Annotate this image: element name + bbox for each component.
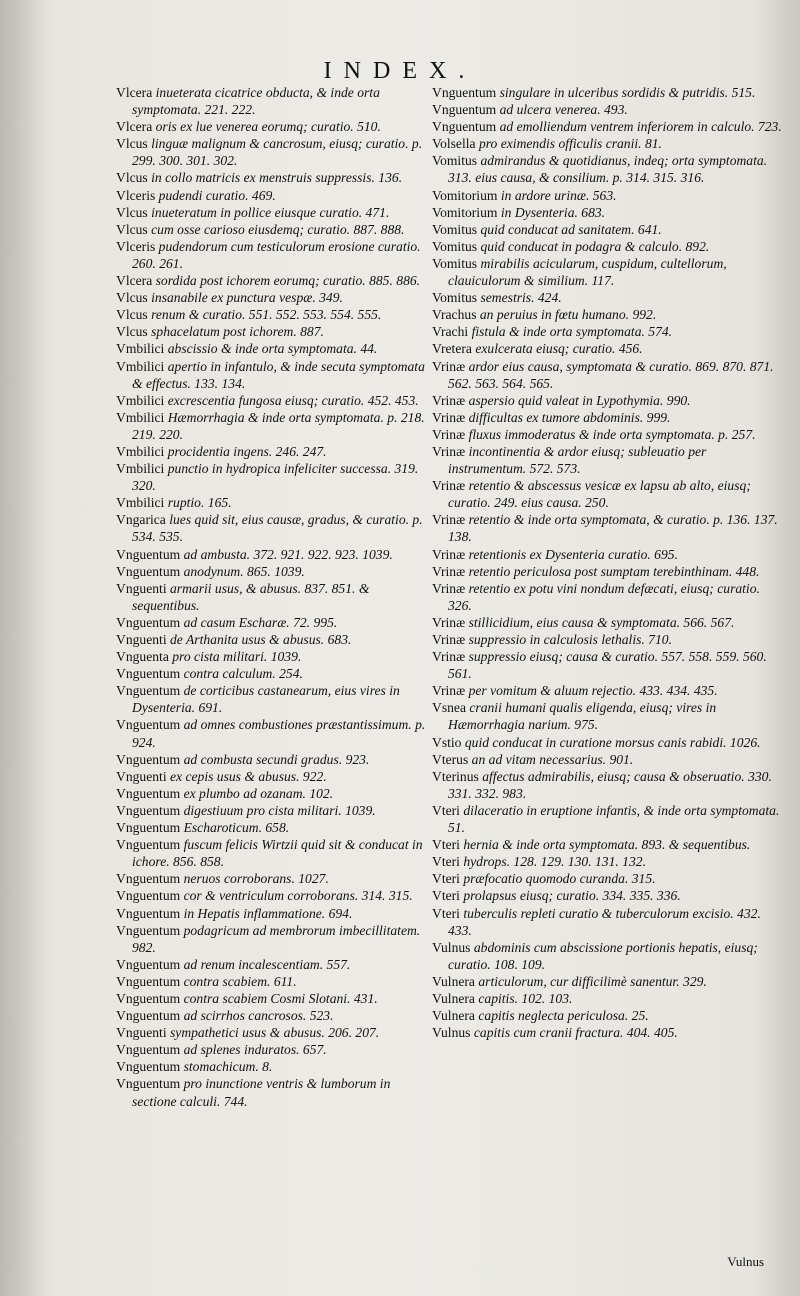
index-entry [432, 614, 784, 631]
index-entry [432, 477, 784, 511]
entry-headword: Vnguentum [116, 973, 181, 989]
index-entry [432, 340, 784, 357]
index-entry [432, 580, 784, 614]
entry-headword: Vomitus [432, 255, 478, 271]
entry-text: digestiuum pro cista militari. 1039. [180, 802, 376, 818]
entry-headword: Vteri [432, 871, 460, 887]
entry-text: hydrops. 128. 129. 130. 131. 132. [459, 854, 646, 870]
entry-text: retentio & abscessus vesicæ ex lapsu ab alto, eiusq; curatio. 249. eius causa. 250. [448, 478, 751, 511]
entry-headword: Vterinus [432, 768, 479, 784]
entry-text: retentio ex potu vini nondum defæcati, eiusq; curatio. 326. [448, 580, 760, 613]
entry-text: stomachicum. 8. [180, 1059, 273, 1075]
entry-text: quid conducat in podagra & calculo. 892. [477, 238, 710, 254]
entry-text: articulorum, cur difficilimè sanentur. 329. [474, 973, 707, 989]
index-entry [432, 973, 784, 990]
index-entry [116, 443, 430, 460]
index-entry [432, 238, 784, 255]
catchword: Vulnus [727, 1254, 764, 1269]
entry-headword: Vulnus [432, 939, 471, 955]
entry-headword: Vulnus [432, 1025, 471, 1041]
index-entry [432, 887, 784, 904]
entry-headword: Vrinæ [432, 683, 466, 699]
entry-headword: Vrinæ [432, 649, 466, 665]
entry-headword: Vnguentum [116, 922, 181, 938]
entry-headword: Vomitus [432, 238, 478, 254]
entry-headword: Vmbilici [116, 495, 165, 511]
entry-text: ad ambusta. 372. 921. 922. 923. 1039. [180, 546, 393, 562]
index-entry [116, 905, 430, 922]
entry-text: neruos corroborans. 1027. [180, 871, 329, 887]
index-entry [116, 135, 430, 169]
entry-headword: Vlcera [116, 85, 153, 100]
entry-headword: Vnguentum [116, 563, 181, 579]
index-entry [116, 716, 430, 750]
entry-text: pro cista militari. 1039. [168, 649, 302, 665]
entry-text: sphacelatum post ichorem. 887. [147, 324, 324, 340]
index-entry [116, 648, 430, 665]
entry-text: pudendorum cum testiculorum erosione curatio. 260. 261. [132, 238, 421, 271]
entry-text: excrescentia fungosa eiusq; curatio. 452. 453. [164, 392, 419, 408]
index-entry [116, 1007, 430, 1024]
index-entry [432, 426, 784, 443]
entry-text: ad splenes induratos. 657. [180, 1042, 327, 1058]
index-entry [432, 990, 784, 1007]
index-entry [432, 152, 784, 186]
index-entry [432, 1024, 784, 1041]
entry-text: abdominis cum abscissione portionis hepatis, eiusq; curatio. 108. 109. [448, 939, 758, 972]
right-column [432, 84, 784, 1041]
index-entry [432, 255, 784, 289]
entry-headword: Vlcera [116, 119, 153, 135]
entry-headword: Vnguentum [116, 820, 181, 836]
index-entry [116, 289, 430, 306]
entry-text: prolapsus eiusq; curatio. 334. 335. 336. [459, 888, 681, 904]
entry-text: in ardore urinæ. 563. [497, 187, 617, 203]
index-entry [432, 221, 784, 238]
entry-headword: Vnguentum [432, 119, 497, 135]
entry-text: sordida post ichorem eorumq; curatio. 885. 886. [152, 273, 421, 289]
index-entry [432, 358, 784, 392]
index-entry [432, 836, 784, 853]
entry-text: sympathetici usus & abusus. 206. 207. [166, 1025, 380, 1041]
entry-headword: Vrinæ [432, 443, 466, 459]
entry-headword: Vrinæ [432, 512, 466, 528]
entry-headword: Vulnera [432, 973, 475, 989]
index-entry [116, 887, 430, 904]
index-entry [116, 785, 430, 802]
entry-headword: Vnguentum [116, 1076, 181, 1092]
index-entry [116, 511, 430, 545]
entry-text: suppressio eiusq; causa & curatio. 557. 558. 559. 560. 561. [448, 649, 767, 682]
index-entry [432, 631, 784, 648]
entry-text: insanabile ex punctura vespæ. 349. [147, 290, 343, 306]
entry-text: semestris. 424. [477, 290, 562, 306]
index-entry [432, 648, 784, 682]
index-entry [432, 751, 784, 768]
index-entry [116, 802, 430, 819]
entry-text: contra scabiem Cosmi Slotani. 431. [180, 990, 378, 1006]
entry-headword: Vmbilici [116, 443, 165, 459]
index-entry [432, 118, 784, 135]
entry-headword: Vlcus [116, 170, 148, 186]
entry-text: singulare in ulceribus sordidis & putridis. 515. [496, 85, 756, 100]
entry-text: cranii humani qualis eligenda, eiusq; vires in Hæmorrhagia narium. 975. [448, 700, 717, 733]
entry-headword: Vulnera [432, 990, 475, 1006]
entry-headword: Vomitus [432, 153, 478, 169]
entry-text: ad combusta secundi gradus. 923. [180, 751, 370, 767]
entry-text: armarii usus, & abusus. 837. 851. & sequentibus. [132, 580, 370, 613]
entry-headword: Vomitus [432, 221, 478, 237]
entry-headword: Vnguentum [116, 1059, 181, 1075]
index-entry [432, 682, 784, 699]
entry-text: Escharoticum. 658. [180, 820, 290, 836]
entry-headword: Vrinæ [432, 478, 466, 494]
entry-text: ad emolliendum ventrem inferiorem in calculo. 723. [496, 119, 782, 135]
entry-text: suppressio in calculosis lethalis. 710. [465, 632, 672, 647]
entry-headword: Vomitus [432, 290, 478, 306]
index-entry [432, 306, 784, 323]
entry-headword: Vnguentum [116, 666, 181, 682]
entry-text: capitis. 102. 103. [474, 990, 573, 1006]
entry-text: ad renum incalescentiam. 557. [180, 956, 351, 972]
index-entry [116, 665, 430, 682]
entry-headword: Vlcera [116, 273, 153, 289]
entry-text: quid conducat ad sanitatem. 641. [477, 221, 662, 237]
entry-headword: Vnguentum [116, 1042, 181, 1058]
entry-headword: Vmbilici [116, 409, 165, 425]
entry-headword: Vrinæ [432, 392, 466, 408]
entry-text: abscissio & inde orta symptomata. 44. [164, 341, 378, 357]
entry-headword: Vrachus [432, 307, 477, 323]
entry-headword: Vrinæ [432, 614, 466, 630]
index-entry [116, 494, 430, 511]
left-column [116, 84, 430, 1110]
index-entry [116, 118, 430, 135]
entry-headword: Vmbilici [116, 392, 165, 408]
index-entry [432, 1007, 784, 1024]
index-entry [116, 1058, 430, 1075]
entry-headword: Vnguentum [116, 905, 181, 921]
index-entry [116, 460, 430, 494]
entry-headword: Vmbilici [116, 341, 165, 357]
entry-headword: Vnguentum [116, 785, 181, 801]
entry-text: quid conducat in curatione morsus canis rabidi. 1026. [461, 734, 761, 750]
entry-headword: Vngarica [116, 512, 166, 528]
entry-headword: Vlcus [116, 221, 148, 237]
entry-text: fuscum felicis Wirtzii quid sit & conducat in ichore. 856. 858. [132, 837, 423, 870]
index-entry [116, 340, 430, 357]
index-entry [432, 443, 784, 477]
entry-text: anodynum. 865. 1039. [180, 563, 305, 579]
entry-text: fluxus immoderatus & inde orta symptomata. p. 257. [465, 426, 756, 442]
entry-text: podagricum ad membrorum imbecillitatem. 982. [132, 922, 421, 955]
index-entry [432, 511, 784, 545]
entry-headword: Vnguentum [116, 546, 181, 562]
index-entry [116, 563, 430, 580]
index-entry [116, 956, 430, 973]
entry-headword: Vretera [432, 341, 472, 357]
entry-headword: Vlcus [116, 136, 148, 152]
entry-headword: Vnguentum [116, 1008, 181, 1024]
entry-text: procidentia ingens. 246. 247. [164, 443, 327, 459]
entry-headword: Vnguenti [116, 632, 167, 647]
entry-text: in collo matricis ex menstruis suppressis. 136. [147, 170, 403, 186]
index-entry [116, 1024, 430, 1041]
entry-headword: Vrinæ [432, 409, 466, 425]
entry-headword: Vteri [432, 837, 460, 853]
entry-text: præfocatio quomodo curanda. 315. [459, 871, 656, 887]
index-entry [432, 135, 784, 152]
entry-text: ardor eius causa, symptomata & curatio. 869. 870. 871. 562. 563. 564. 565. [448, 358, 774, 391]
entry-text: cum osse carioso eiusdemq; curatio. 887. 888. [147, 221, 405, 237]
entry-text: inueterata cicatrice obducta, & inde orta symptomata. 221. 222. [132, 85, 380, 118]
index-entry [116, 221, 430, 238]
entry-headword: Vnguentum [116, 837, 181, 853]
entry-text: pro eximendis officulis cranii. 81. [475, 136, 662, 152]
entry-headword: Vrinæ [432, 563, 466, 579]
index-entry [432, 870, 784, 887]
entry-text: de corticibus castanearum, eius vires in Dysenteria. 691. [132, 683, 400, 716]
entry-headword: Vlcus [116, 324, 148, 340]
entry-headword: Vrinæ [432, 358, 466, 374]
entry-text: in Dysenteria. 683. [497, 204, 606, 220]
entry-headword: Vlcus [116, 204, 148, 220]
entry-headword: Vnguentum [116, 683, 181, 699]
index-entry [116, 238, 430, 272]
entry-headword: Vomitorium [432, 187, 498, 203]
entry-headword: Vlceris [116, 187, 156, 203]
index-entry [116, 306, 430, 323]
index-entry [432, 187, 784, 204]
entry-text: de Arthanita usus & abusus. 683. [166, 632, 352, 647]
index-entry [116, 187, 430, 204]
index-entry [432, 768, 784, 802]
index-entry [116, 204, 430, 221]
index-entry [432, 699, 784, 733]
index-entry [432, 204, 784, 221]
index-entry [116, 358, 430, 392]
entry-headword: Vnguenti [116, 1025, 167, 1041]
entry-text: ex plumbo ad ozanam. 102. [180, 785, 334, 801]
entry-text: an peruius in fœtu humano. 992. [476, 307, 657, 323]
entry-text: ad omnes combustiones præstantissimum. p. 924. [132, 717, 426, 750]
entry-text: per vomitum & aluum rejectio. 433. 434. 435. [465, 683, 718, 699]
entry-headword: Vlcus [116, 290, 148, 306]
entry-headword: Vteri [432, 905, 460, 921]
entry-headword: Volsella [432, 136, 476, 152]
entry-headword: Vnguentum [116, 990, 181, 1006]
entry-headword: Vnguentum [116, 888, 181, 904]
entry-headword: Vomitorium [432, 204, 498, 220]
entry-headword: Vrinæ [432, 426, 466, 442]
index-entry [432, 734, 784, 751]
page-gutter-shadow [0, 0, 60, 1296]
entry-headword: Vteri [432, 802, 460, 818]
index-entry [116, 751, 430, 768]
index-entry [116, 392, 430, 409]
entry-headword: Vlcus [116, 307, 148, 323]
index-entry [116, 580, 430, 614]
entry-text: cor & ventriculum corroborans. 314. 315. [180, 888, 413, 904]
entry-headword: Vulnera [432, 1008, 475, 1024]
entry-text: difficultas ex tumore abdominis. 999. [465, 409, 671, 425]
index-entry [116, 323, 430, 340]
entry-headword: Vrinæ [432, 580, 466, 596]
index-entry [116, 546, 430, 563]
entry-text: Hæmorrhagia & inde orta symptomata. p. 218. 219. 220. [132, 409, 425, 442]
entry-headword: Vnguenti [116, 768, 167, 784]
entry-headword: Vnguenta [116, 649, 169, 665]
entry-text: contra calculum. 254. [180, 666, 303, 682]
entry-headword: Vrinæ [432, 632, 466, 647]
entry-headword: Vteri [432, 854, 460, 870]
entry-text: retentio & inde orta symptomata, & curatio. p. 136. 137. 138. [448, 512, 778, 545]
index-entry [432, 289, 784, 306]
entry-text: capitis cum cranii fractura. 404. 405. [470, 1025, 678, 1041]
index-entry [116, 614, 430, 631]
index-entry [116, 272, 430, 289]
index-entry [116, 819, 430, 836]
index-entry [116, 1075, 430, 1109]
entry-text: pudendi curatio. 469. [155, 187, 276, 203]
entry-text: an ad vitam necessarius. 901. [468, 751, 634, 767]
index-entry [432, 101, 784, 118]
entry-text: dilaceratio in eruptione infantis, & inde orta symptomata. 51. [448, 802, 780, 836]
entry-headword: Vlceris [116, 238, 156, 254]
entry-headword: Vnguentum [116, 802, 181, 818]
index-entry [116, 84, 430, 118]
entry-text: inueteratum in pollice eiusque curatio. 471. [147, 204, 390, 220]
entry-text: linguæ malignum & cancrosum, eiusq; curatio. p. 299. 300. 301. 302. [132, 136, 423, 169]
entry-text: renum & curatio. 551. 552. 553. 554. 555. [147, 307, 382, 323]
entry-text: affectus admirabilis, eiusq; causa & obseruatio. 330. 331. 332. 983. [448, 768, 772, 801]
index-entry [116, 973, 430, 990]
entry-text: admirandus & quotidianus, indeq; orta symptomata. 313. eius causa, & consilium. p. 314. 315. 316. [448, 153, 768, 186]
entry-text: pro inunctione ventris & lumborum in sectione calculi. 744. [132, 1076, 391, 1109]
entry-text: stillicidium, eius causa & symptomata. 566. 567. [465, 614, 735, 630]
index-entry [432, 905, 784, 939]
entry-text: punctio in hydropica infeliciter successa. 319. 320. [132, 461, 419, 494]
entry-text: tuberculis repleti curatio & tuberculorum excisio. 432. 433. [448, 905, 761, 938]
entry-text: contra scabiem. 611. [180, 973, 297, 989]
index-entry [116, 682, 430, 716]
entry-headword: Vnguentum [116, 871, 181, 887]
index-entry [432, 409, 784, 426]
index-entry [432, 546, 784, 563]
index-entry [432, 323, 784, 340]
entry-headword: Vmbilici [116, 358, 165, 374]
index-entry [432, 563, 784, 580]
entry-text: incontinentia & ardor eiusq; subleuatio per instrumentum. 572. 573. [448, 443, 707, 477]
index-entry [116, 409, 430, 443]
entry-text: exulcerata eiusq; curatio. 456. [471, 341, 643, 357]
index-entry [116, 990, 430, 1007]
entry-text: ad ulcera venerea. 493. [496, 102, 628, 118]
entry-text: aspersio quid valeat in Lypothymia. 990. [465, 392, 691, 408]
entry-headword: Vnguentum [432, 85, 497, 100]
index-entry [116, 870, 430, 887]
entry-headword: Vrinæ [432, 546, 466, 562]
entry-text: fistula & inde orta symptomata. 574. [468, 324, 673, 340]
entry-text: mirabilis acicularum, cuspidum, cultellorum, clauiculorum & similium. 117. [448, 255, 727, 289]
entry-headword: Vmbilici [116, 461, 165, 477]
entry-text: oris ex lue venerea eorumq; curatio. 510. [152, 119, 381, 135]
entry-text: retentio periculosa post sumptam terebinthinam. 448. [465, 563, 760, 579]
entry-headword: Vnguentum [116, 751, 181, 767]
entry-headword: Vnguentum [116, 614, 181, 630]
entry-headword: Vnguenti [116, 580, 167, 596]
entry-text: ad scirrhos cancrosos. 523. [180, 1008, 334, 1024]
entry-headword: Vterus [432, 751, 469, 767]
entry-headword: Vsnea [432, 700, 466, 716]
index-entry [116, 836, 430, 870]
index-entry [432, 939, 784, 973]
index-entry [116, 169, 430, 186]
index-entry [432, 802, 784, 836]
entry-text: ex cepis usus & abusus. 922. [166, 768, 327, 784]
index-entry [116, 631, 430, 648]
entry-text: hernia & inde orta symptomata. 893. & sequentibus. [459, 837, 751, 853]
index-entry [116, 1041, 430, 1058]
entry-headword: Vstio [432, 734, 462, 750]
entry-text: ruptio. 165. [164, 495, 232, 511]
entry-headword: Vnguentum [432, 102, 497, 118]
index-entry [432, 853, 784, 870]
entry-headword: Vnguentum [116, 956, 181, 972]
page-title: INDEX. [323, 58, 477, 84]
index-entry [432, 84, 784, 101]
entry-text: retentionis ex Dysenteria curatio. 695. [465, 546, 678, 562]
index-entry [432, 392, 784, 409]
entry-text: in Hepatis inflammatione. 694. [180, 905, 353, 921]
index-entry [116, 768, 430, 785]
entry-headword: Vteri [432, 888, 460, 904]
entry-text: ad casum Escharæ. 72. 995. [180, 614, 338, 630]
entry-text: capitis neglecta periculosa. 25. [474, 1008, 649, 1024]
entry-text: lues quid sit, eius causæ, gradus, & curatio. p. 534. 535. [132, 512, 423, 545]
index-entry [116, 922, 430, 956]
entry-headword: Vrachi [432, 324, 469, 340]
entry-text: apertio in infantulo, & inde secuta symptomata & effectus. 133. 134. [132, 358, 425, 391]
entry-headword: Vnguentum [116, 717, 181, 733]
